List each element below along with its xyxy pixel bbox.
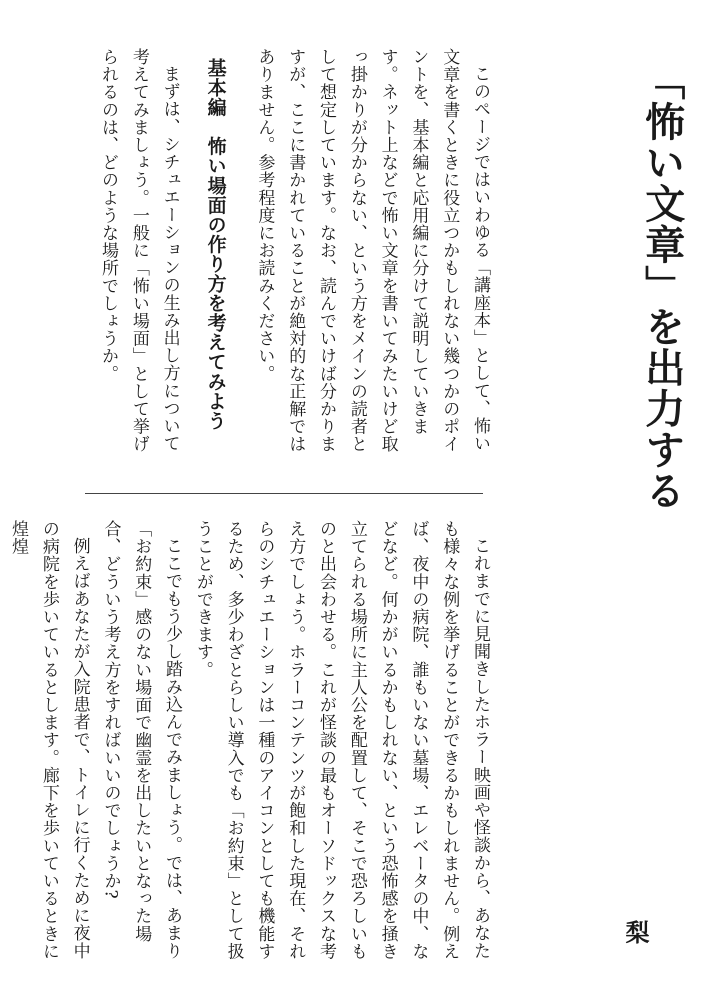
article-title: 「怖い文章」を出力する [638,60,685,511]
body-paragraph: 例えばあなたが入院患者で、トイレに行くために夜中の病院を歩いているとします。廊下を歩いているときに煌煌 [8,520,90,960]
column-divider [85,493,483,494]
body-paragraph: まずは、シチュエーションの生み出し方について考えてみましょう。一般に「怖い場面」として挙げられるのは、どのような場所でしょうか。 [98,48,180,453]
bottom-text-column [8,520,495,965]
top-text-column [85,48,495,466]
body-paragraph: これまでに見聞きしたホラー映画や怪談から、あなたも様々な例を挙げることができるかもしれません。例えば、夜中の病院、誰もいない墓場、エレベータの中、などなど。何かがいるかもしれない、という恐怖感を掻き立てられる場所に主人公を配置して、そこで恐ろしいものと出会わせる。これが怪談の最もオーソドックスな考え方でしょう。ホラーコンテンツが飽和した現在、それらのシチュエーションは一種のアイコンとしても機能するため、多少わざとらしい導入でも「お約束」として扱うことができます。 [192,520,490,960]
body-paragraph: ここでもう少し踏み込んでみましょう。では、あまり「お約束」感のない場面で幽霊を出したいとなった場合、どういう考え方をすればいいのでしょうか? [100,520,183,960]
section-heading: 基本編 怖い場面の作り方を考えてみよう [204,57,227,430]
author-name: 梨 [621,920,649,944]
intro-paragraph: このページではいわゆる「講座本」として、怖い文章を書くときに役立つかもしれない幾つかのポイントを、基本編と応用編に分けて説明していきます。ネット上などで怖い文章を書いてみたいけど取っ掛かりが分からない、という方をメインの読者として想定しています。なお、読んでいけば分かりますが、ここに書かれていることが絶対的な正解ではありません。参考程度にお読みください。 [254,48,490,453]
